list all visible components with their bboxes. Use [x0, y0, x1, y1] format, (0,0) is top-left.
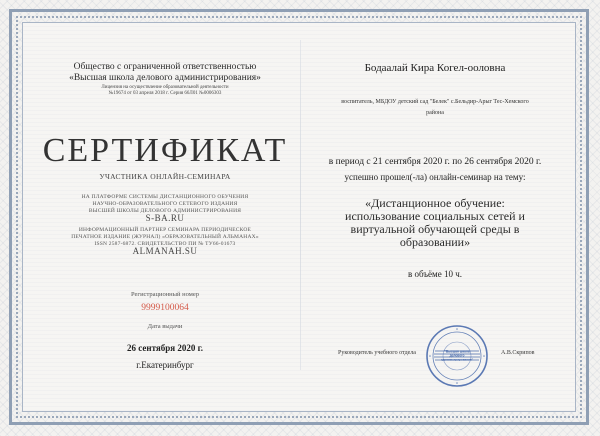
issue-date: 26 сентября 2020 г.	[127, 343, 203, 353]
stamp-text-line3: администрирования"	[440, 357, 474, 362]
certificate-subtitle: УЧАСТНИКА ОНЛАЙН-СЕМИНАРА	[99, 172, 231, 181]
signer-name: А.В.Скрипов	[501, 350, 535, 356]
platform-line3: ВЫСШЕЙ ШКОЛЫ ДЕЛОВОГО АДМИНИСТРИРОВАНИЯ	[88, 208, 242, 214]
seminar-period: в период с 21 сентября 2020 г. по 26 сентября 2020 г.	[328, 157, 542, 167]
license-line2: №19674 от 03 апреля 2018 г. Серия 66Л01 №0006303	[108, 91, 222, 96]
center-divider	[300, 40, 301, 370]
license-line1: Лицензия на осуществление образовательной деятельности	[101, 85, 229, 90]
recipient-name: Бодаалай Кира Когел-ооловна	[364, 62, 506, 74]
partner-site: ALMANAH.SU	[132, 246, 198, 256]
organization-line1: Общество с ограниченной ответственностью	[73, 62, 257, 72]
official-stamp	[425, 324, 489, 388]
theme-line3: виртуальной обучающей среды в	[350, 222, 520, 236]
seminar-hours: в объёме 10 ч.	[408, 269, 462, 279]
theme-line4: образовании»	[399, 235, 471, 249]
registration-label: Регистрационный номер	[131, 291, 199, 298]
organization-line2: «Высшая школа делового администрирования»	[69, 73, 261, 83]
theme-line1: «Дистанционное обучение:	[365, 196, 505, 210]
signature-label: Руководитель учебного отдела	[338, 350, 416, 356]
registration-number: 9999100064	[141, 303, 189, 313]
certificate-title: СЕРТИФИКАТ	[42, 132, 288, 169]
partner-line3: ISSN 2587-6872. СВИДЕТЕЛЬСТВО ПИ № ТУ66-01673	[94, 241, 236, 247]
seminar-theme	[310, 197, 560, 249]
issue-date-label: Дата выдачи	[147, 323, 183, 330]
partner-line2: ПЕЧАТНОЕ ИЗДАНИЕ (ЖУРНАЛ) «ОБРАЗОВАТЕЛЬНЫЙ АЛЬМАНАХ»	[71, 234, 259, 240]
seminar-passed-text: успешно прошел(-ла) онлайн-семинар на тему:	[344, 172, 526, 182]
partner-line1: ИНФОРМАЦИОННЫЙ ПАРТНЕР СЕМИНАРА ПЕРИОДИЧЕСКОЕ	[78, 227, 252, 233]
recipient-position-line1: воспитатель, МБДОУ детский сад "Белек" с.Бельдир-Арыг Тес-Хемского	[341, 99, 529, 105]
issue-city: г.Екатеринбург	[136, 360, 194, 370]
theme-line2: использование социальных сетей и	[345, 209, 525, 223]
stamp-text-line1: "Высшая школа	[444, 349, 470, 354]
platform-line2: НАУЧНО-ОБРАЗОВАТЕЛЬНОГО СЕТЕВОГО ИЗДАНИЯ	[92, 201, 238, 207]
recipient-position-line2: района	[426, 110, 444, 116]
platform-line1: НА ПЛАТФОРМЕ СИСТЕМЫ ДИСТАНЦИОННОГО ОБУЧЕНИЯ	[81, 194, 249, 200]
platform-site: S-BA.RU	[145, 213, 185, 223]
stamp-text-line2: делового	[449, 353, 465, 358]
